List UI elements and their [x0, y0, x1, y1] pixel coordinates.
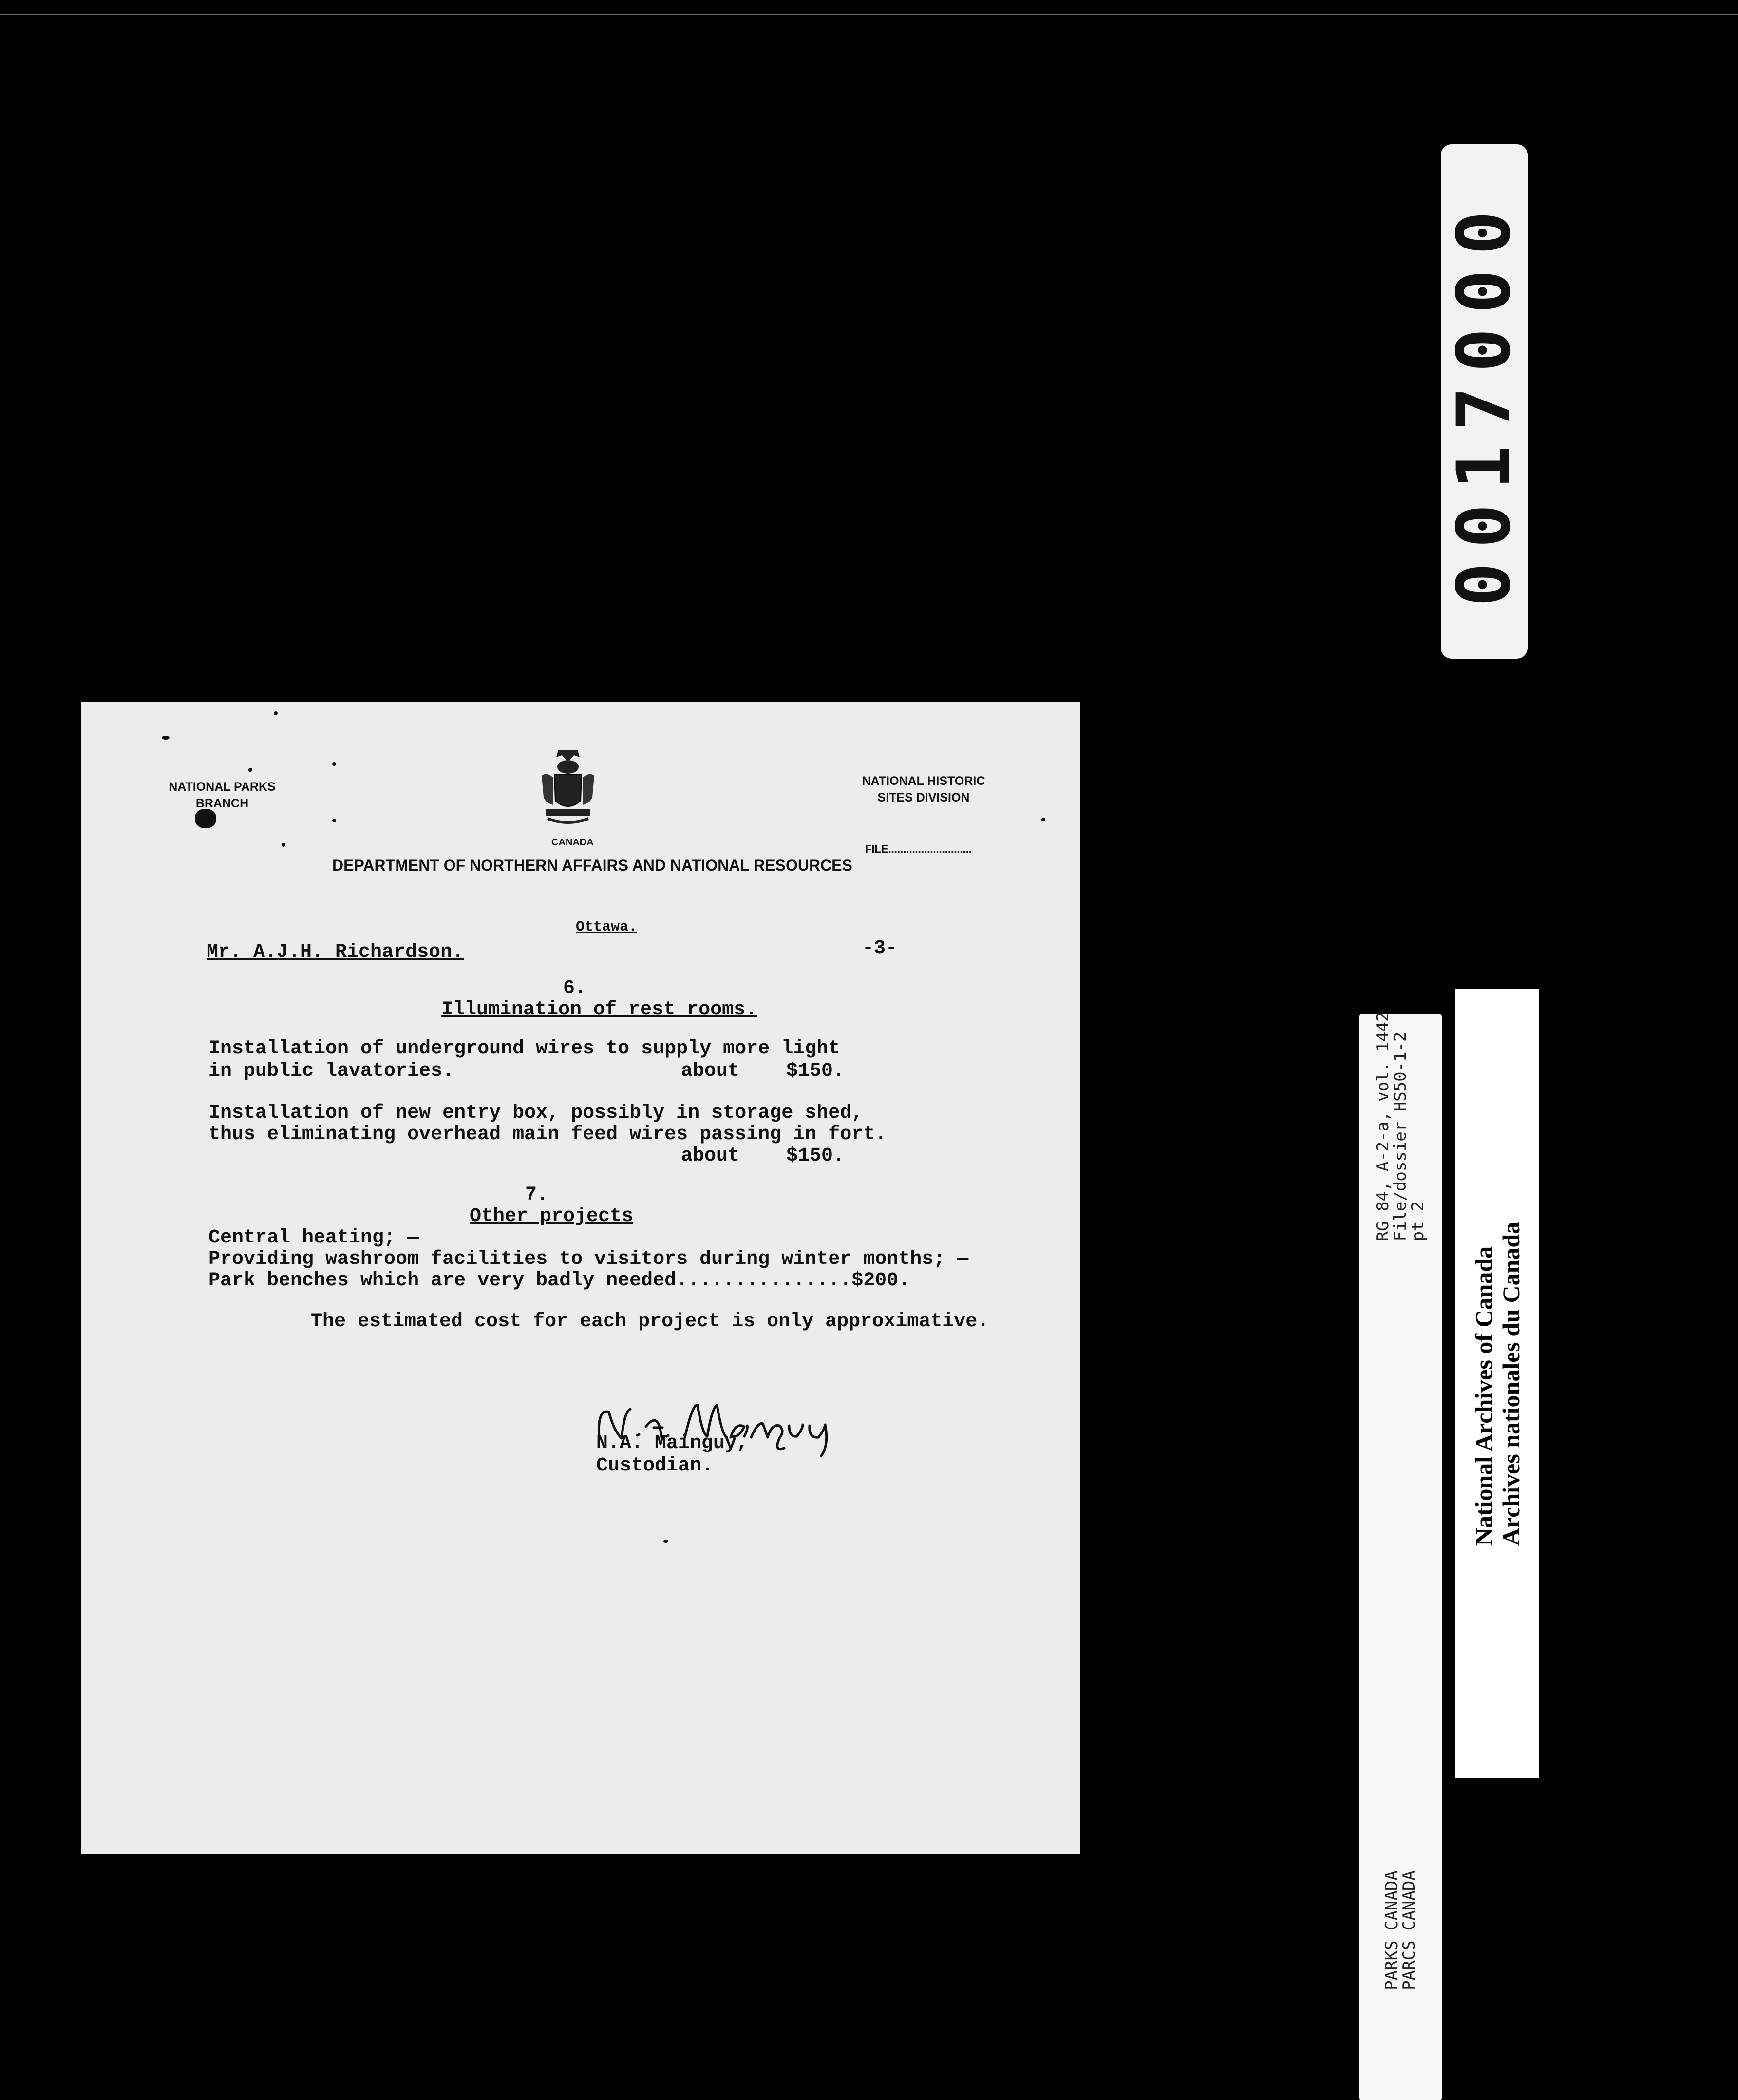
city-stamp: Ottawa.	[576, 919, 638, 935]
punch-hole	[195, 809, 216, 828]
archive-reference	[1374, 1012, 1427, 1241]
speck	[248, 768, 252, 772]
letterhead-left-line2: BRANCH	[195, 797, 249, 810]
file-field	[865, 843, 972, 856]
speck	[332, 819, 336, 822]
department-name: DEPARTMENT OF NORTHERN AFFAIRS AND NATIONAL RESOURCES	[332, 857, 852, 874]
top-border-line	[0, 14, 1738, 15]
parks-canada-en: PARKS CANADA	[1382, 1871, 1401, 1990]
project-park-benches: Park benches which are very badly needed...............$200.	[208, 1270, 910, 1292]
file-dots: ............................	[888, 843, 972, 855]
speck	[1041, 818, 1045, 821]
estimate-note: The estimated cost for each project is only approximative.	[311, 1311, 989, 1333]
speck	[162, 736, 170, 740]
item1-line2: in public lavatories.	[208, 1060, 454, 1082]
crest-caption: CANADA	[551, 837, 594, 848]
reference-line1: RG 84, A-2-a, vol. 1442	[1373, 1012, 1393, 1241]
signer-title: Custodian.	[596, 1455, 714, 1477]
speck	[282, 843, 285, 847]
section6-number: 6.	[563, 977, 587, 999]
letterhead-right	[855, 773, 992, 806]
section7-number: 7.	[525, 1184, 549, 1206]
canada-coat-of-arms-icon	[539, 750, 597, 833]
speck	[663, 1540, 668, 1543]
frame-number-strip	[1441, 144, 1528, 659]
letterhead-right-line1: NATIONAL HISTORIC	[862, 774, 985, 788]
section7-title: Other projects	[470, 1205, 634, 1227]
item2-cost: about $150.	[681, 1145, 845, 1167]
item1-line1: Installation of underground wires to supply more light	[208, 1038, 840, 1060]
national-archives-en: National Archives of Canada	[1470, 1246, 1497, 1546]
letterhead-left-line1: NATIONAL PARKS	[169, 780, 276, 794]
project-central-heating: Central heating; —	[208, 1227, 419, 1249]
reference-line2: File/dossier HS50-1-2	[1391, 1031, 1410, 1241]
project-washroom: Providing washroom facilities to visitors during winter months; —	[208, 1248, 969, 1270]
reference-line3: pt 2	[1408, 1201, 1428, 1241]
item2-line2: thus eliminating overhead main feed wires passing in fort.	[208, 1124, 887, 1145]
letterhead-left	[164, 779, 281, 812]
parks-canada-fr: PARCS CANADA	[1399, 1871, 1419, 1990]
letterhead-right-line2: SITES DIVISION	[877, 791, 970, 804]
national-archives-label	[1455, 989, 1539, 1778]
parks-canada-text	[1383, 1871, 1418, 1990]
page-number: -3-	[862, 937, 898, 959]
item1-cost: about $150.	[681, 1060, 845, 1082]
item2-line1: Installation of new entry box, possibly in storage shed,	[208, 1102, 864, 1124]
speck	[332, 762, 336, 766]
section6-title: Illumination of rest rooms.	[441, 999, 757, 1021]
addressee: Mr. A.J.H. Richardson.	[207, 941, 464, 963]
file-label: FILE	[865, 843, 888, 855]
frame-number: 0017000	[1442, 196, 1527, 607]
signer-name: N.A. Mainguy,	[596, 1432, 749, 1454]
parks-canada-label	[1359, 1014, 1442, 2100]
speck	[274, 711, 278, 715]
national-archives-fr: Archives nationales du Canada	[1497, 1222, 1525, 1546]
national-archives-text	[1470, 1222, 1525, 1546]
letter-page	[81, 702, 1080, 1854]
